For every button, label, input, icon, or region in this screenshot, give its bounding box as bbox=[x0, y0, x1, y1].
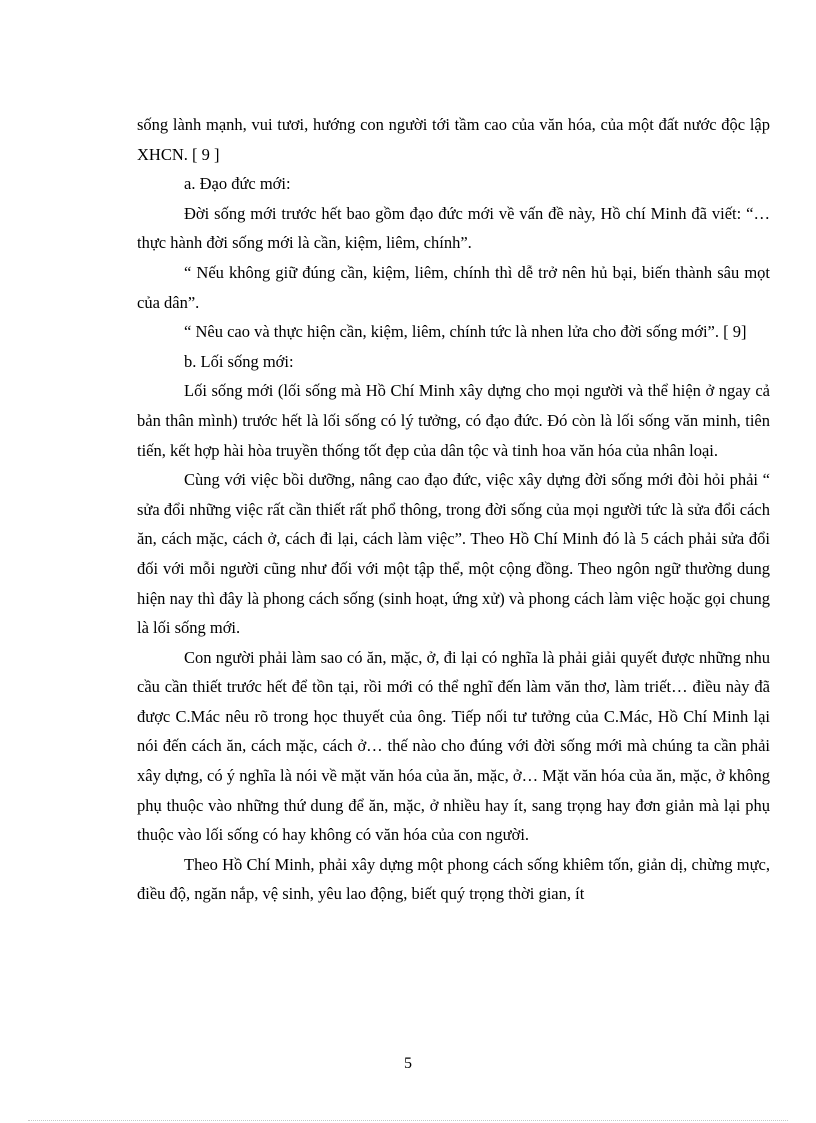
page-bottom-divider bbox=[28, 1120, 788, 1121]
paragraph: “ Nêu cao và thực hiện cần, kiệm, liêm, chính tức là nhen lửa cho đời sống mới”. [ 9] bbox=[184, 322, 747, 342]
paragraph: Đời sống mới trước hết bao gồm đạo đức mới về vấn đề này, Hồ chí Minh đã viết: “… thực hành đời sống mới là cần, kiệm, liêm, chính”. bbox=[137, 203, 770, 253]
paragraph: “ Nếu không giữ đúng cần, kiệm, liêm, chính thì dễ trở nên hủ bại, biến thành sâu mọt của dân”. bbox=[137, 262, 770, 312]
body-text bbox=[137, 110, 770, 909]
paragraph: sống lành mạnh, vui tươi, hướng con người tới tầm cao của văn hóa, của một đất nước độc lập XHCN. [ 9 ] bbox=[137, 115, 770, 164]
page-number: 5 bbox=[404, 1055, 412, 1072]
paragraph: Lối sống mới (lối sống mà Hồ Chí Minh xây dựng cho mọi người và thể hiện ở ngay cả bản thân mình) trước hết là lối sống có lý tưởng, có đạo đức. Đó còn là lối sống văn minh, tiên tiến, kết hợp hài hòa truyền thống tốt đẹp của dân tộc và tinh hoa văn hóa của nhân loại. bbox=[137, 381, 770, 460]
paragraph: Con người phải làm sao có ăn, mặc, ở, đi lại có nghĩa là phải giải quyết được những nhu cầu cần thiết trước hết để tồn tại, rồi mới có thể nghĩ đến làm văn thơ, làm triết… điều này đã được C.Mác nêu rõ trong học thuyết của ông. Tiếp nối tư tưởng của C.Mác, Hồ Chí Minh lại nói đến cách ăn, cách mặc, cách ở… thế nào cho đúng với đời sống mới mà chúng ta cần phải xây dựng, có ý nghĩa là nói về mặt văn hóa của ăn, mặc, ở… Mặt văn hóa của ăn, mặc, ở không phụ thuộc vào những thứ dung để ăn, mặc, ở nhiều hay ít, sang trọng hay đơn giản mà lại phụ thuộc vào lối sống có hay không có văn hóa của con người. bbox=[137, 647, 770, 845]
section-heading-dao-duc-moi: a. Đạo đức mới: bbox=[184, 174, 291, 194]
section-heading-loi-song-moi: b. Lối sống mới: bbox=[184, 351, 294, 371]
paragraph: Cùng với việc bồi dưỡng, nâng cao đạo đức, việc xây dựng đời sống mới đòi hỏi phải “ sửa đổi những việc rất cần thiết rất phổ thông, trong đời sống của mọi người tức là sửa đổi cách ăn, cách mặc, cách ở, cách đi lại, cách làm việc”. Theo Hồ Chí Minh đó là 5 cách phải sửa đổi đối với mỗi người cũng như đối với một tập thể, một cộng đồng. Theo ngôn ngữ thường dung hiện nay thì đây là phong cách sống (sinh hoạt, ứng xử) và phong cách làm việc hoặc gọi chung là lối sống mới. bbox=[137, 470, 770, 638]
paragraph: Theo Hồ Chí Minh, phải xây dựng một phong cách sống khiêm tốn, giản dị, chừng mực, điều độ, ngăn nắp, vệ sinh, yêu lao động, biết quý trọng thời gian, ít bbox=[137, 854, 770, 904]
